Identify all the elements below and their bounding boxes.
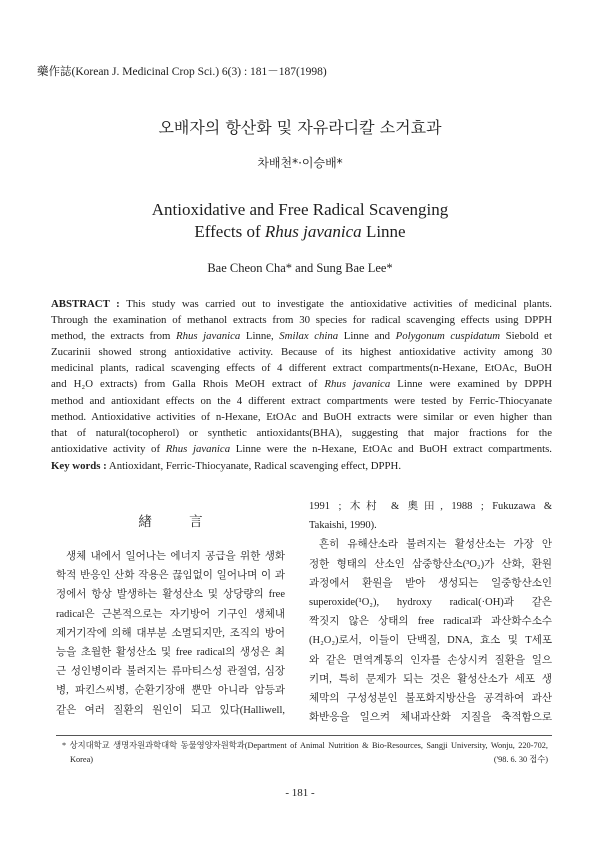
abstract-text: Linne,	[240, 330, 280, 343]
abstract-text: Linne were examined by DPPH	[390, 378, 552, 391]
body-line: 흔히 유해산소라 불려지는 활성산소는 가장 안	[319, 539, 552, 551]
english-title	[30, 199, 570, 243]
body-line: 병, 파킨스씨병, 순환기장애 뿐만 아니라 암등과	[56, 685, 285, 697]
species-name: Rhus javanica	[264, 222, 362, 241]
introduction-left-column	[56, 547, 285, 720]
body-line: (H₂O₂)로서, 이들이 단백질, DNA, 효소 및 T세포	[309, 635, 552, 647]
abstract-text: Through the examination of methanol extracts from 30 species for radical scavenging effects using DPPH	[51, 314, 552, 327]
abstract-line	[51, 344, 552, 360]
species-name: Smilax china	[279, 330, 339, 343]
english-authors: Bae Cheon Cha* and Sung Bae Lee*	[207, 261, 393, 275]
abstract-line	[51, 312, 552, 328]
body-line: 짝짓지 않은 상태의 free radical과 과산화수소수	[309, 616, 552, 628]
species-name: Rhus javanica	[165, 442, 231, 455]
body-line: 생체 내에서 일어나는 에너지 공급을 위한 생화	[66, 551, 285, 562]
abstract-line	[51, 376, 552, 392]
body-line: 근 성인병이라 불려지는 류마티스성 관절염, 심장	[56, 666, 285, 678]
affiliation-line: * 상지대학교 생명자원과학대학 동물영양자원학과(Department of Animal Nutrition & Bio-Resources, Sangji University, Wonju, 220-702,	[62, 741, 548, 750]
body-line: 키며, 특히 문제가 되는 것은 활성산소가 세포 생	[309, 673, 552, 685]
keywords	[51, 458, 552, 474]
abstract-text: antioxidative activity of	[51, 442, 166, 455]
abstract-text: and H₂O extracts) from Galla Rhois MeOH extract of	[51, 378, 325, 391]
abstract-line	[51, 441, 552, 457]
footnote-divider	[56, 735, 552, 736]
keywords-label: Key words :	[51, 460, 107, 472]
abstract-line	[51, 425, 552, 441]
body-line: 정한 형태의 산소인 삼중항산소(³O₂)가 산화, 환원	[309, 558, 552, 570]
species-name: Rhus javanica	[176, 330, 241, 343]
abstract-text: method, the extracts from	[51, 330, 176, 343]
species-name: Polygonum cuspidatum	[395, 330, 501, 343]
body-line: 같은 여러 질환의 원인이 되고 있다(Halliwell,	[56, 704, 285, 716]
abstract-text: method. Antioxidative activities of n-Hexane, EtOAc and BuOH extracts were similar or even higher than	[51, 410, 552, 423]
species-name: Rhus javanica	[324, 378, 391, 391]
title-text: Effects of	[194, 222, 265, 241]
section-heading: 緖 言	[138, 514, 203, 529]
abstract-text: Linne were the n-Hexane, EtOAc and BuOH extract compartments.	[230, 442, 552, 455]
body-line: 와 같은 면역계통의 인자를 손상시켜 질환을 일으	[309, 654, 552, 666]
footnote-second-row	[62, 753, 548, 767]
abstract-line	[51, 360, 552, 376]
body-line: 화반응을 일으켜 체내과산화 지질을 축적함으로	[309, 712, 552, 724]
body-line: Takaishi, 1990).	[309, 520, 377, 532]
abstract-text: medicinal plants, radical scavenging effects of 4 different extract compartments(n-Hexane, EtOAc, BuOH	[51, 362, 552, 375]
abstract-text: method and antioxidant effects on the 4 different extract compartments were tested by Ferric-Thiocyanate	[51, 394, 552, 407]
abstract-line	[51, 393, 552, 409]
body-line: 체막의 구성성분인 불포화지방산을 공격하여 과산	[309, 693, 552, 705]
page-number: - 181 -	[285, 787, 315, 799]
abstract-text: that of natural(tocopherol) or synthetic antioxidants(BHA), suggesting that major fractions for the	[51, 426, 552, 439]
abstract	[51, 296, 552, 457]
english-title-line: Antioxidative and Free Radical Scavenging	[151, 200, 449, 219]
received-date: ('98. 6. 30 접수)	[493, 754, 548, 764]
korean-title: 오배자의 항산화 및 자유라디칼 소거효과	[158, 118, 442, 137]
abstract-text: Zucarinii showed strong antioxidative activity. Because of its highest antioxidative activity among 30	[51, 346, 552, 359]
body-line: radical은 근본적으로는 자기방어 기구인 생체내	[56, 608, 285, 620]
affiliation-line: Korea)	[70, 754, 94, 764]
journal-citation: 藥作誌(Korean J. Medicinal Crop Sci.) 6(3) : 181－187(1998)	[37, 66, 327, 78]
english-title-line	[30, 221, 570, 243]
korean-authors: 차배천*·이승배*	[257, 156, 343, 170]
footnote	[62, 739, 548, 766]
keywords-text: Antioxidant, Ferric-Thiocyanate, Radical scavenging effect, DPPH.	[108, 460, 402, 472]
abstract-text: This study was carried out to investigate the antioxidative activities of medicinal plants.	[126, 298, 552, 310]
introduction-right-column	[309, 497, 552, 727]
body-line: 과정에서 환원을 받아 생성되는 일중항산소인	[309, 577, 552, 589]
body-line: 1991 ; 木村 & 奧田, 1988 ; Fukuzawa &	[309, 501, 552, 512]
body-line: 능을 초월한 활성산소 및 free radical의 생성은 최	[56, 647, 285, 659]
abstract-label: ABSTRACT :	[51, 298, 120, 310]
abstract-line	[51, 409, 552, 425]
body-line: 정에서 항상 발생하는 활성산소 및 상당량의 free	[56, 589, 285, 601]
body-line: 학적 반응인 산화 작용은 끊임없이 일어나며 이 과	[56, 570, 285, 582]
title-text: Linne	[361, 222, 406, 241]
abstract-text: Linne and	[338, 330, 396, 343]
abstract-line	[51, 296, 552, 312]
body-line: superoxide(¹O₂), hydroxy radical(·OH)과 같은	[309, 597, 552, 609]
body-line: 제거기작에 의해 대부분 소멸되지만, 조직의 방어	[56, 627, 285, 639]
abstract-line	[51, 328, 552, 344]
abstract-text: Siebold et	[500, 330, 552, 343]
